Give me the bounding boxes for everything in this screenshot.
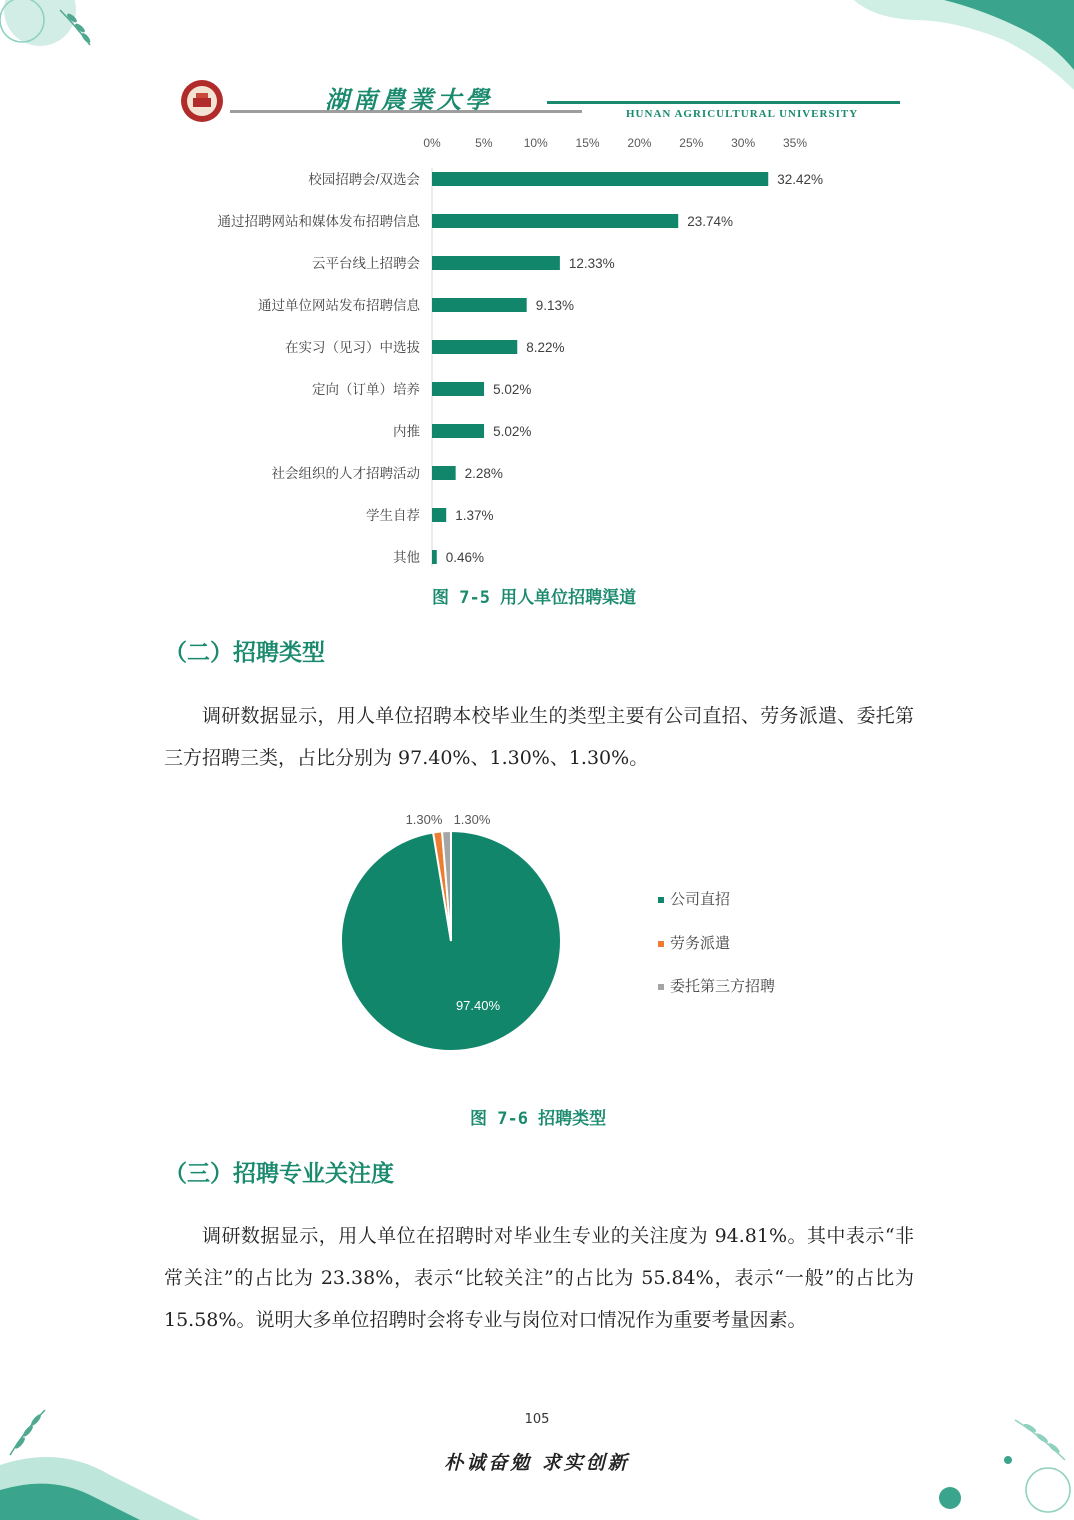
category-label: 内推 — [393, 424, 420, 439]
top-left-decoration — [0, 0, 110, 60]
x-tick-label: 5% — [475, 136, 493, 150]
category-label: 定向（订单）培养 — [312, 382, 420, 397]
header-line-right — [547, 101, 900, 104]
x-tick-label: 30% — [731, 136, 756, 150]
category-label: 通过单位网站发布招聘信息 — [258, 298, 420, 313]
bar-value-label: 23.74% — [687, 214, 734, 229]
x-tick-label: 15% — [575, 136, 600, 150]
section-2-heading: （二）招聘类型 — [164, 640, 325, 666]
figure-7-6-caption: 图 7-6 招聘类型 — [470, 1109, 607, 1129]
section-2-paragraph — [164, 695, 914, 779]
legend-label: 委托第三方招聘 — [670, 977, 776, 995]
legend-item — [658, 975, 775, 996]
category-label: 云平台线上招聘会 — [312, 256, 420, 271]
bar — [432, 172, 768, 186]
legend-swatch — [658, 941, 664, 947]
figure-7-5-caption: 图 7-5 用人单位招聘渠道 — [432, 588, 637, 608]
section-3-paragraph — [164, 1215, 914, 1341]
x-tick-label: 20% — [627, 136, 652, 150]
university-logo — [180, 79, 224, 123]
legend-item — [658, 888, 730, 909]
category-label: 在实习（见习）中选拔 — [285, 340, 420, 355]
section-3-heading: （三）招聘专业关注度 — [164, 1161, 394, 1187]
legend-label: 劳务派遣 — [670, 934, 731, 952]
pie-value-label: 1.30% — [453, 812, 491, 827]
university-name-en: HUNAN AGRICULTURAL UNIVERSITY — [626, 108, 859, 120]
bar-value-label: 0.46% — [445, 550, 485, 565]
x-tick-label: 0% — [423, 136, 441, 150]
legend-swatch — [658, 984, 664, 990]
bar — [432, 424, 484, 438]
legend-swatch — [658, 897, 664, 903]
bar — [432, 298, 527, 312]
bar-value-label: 9.13% — [535, 298, 574, 313]
pie-value-label: 1.30% — [405, 812, 443, 827]
category-label: 其他 — [393, 550, 420, 565]
bar-value-label: 1.37% — [455, 508, 494, 523]
x-tick-label: 25% — [679, 136, 704, 150]
section-2-paragraph-text: 调研数据显示，用人单位招聘本校毕业生的类型主要有公司直招、劳务派遣、委托第三方招聘三类，占比分别为 97.40%、1.30%、1.30%。 — [164, 705, 914, 769]
pie-value-label: 97.40% — [455, 998, 501, 1013]
x-tick-label: 10% — [523, 136, 548, 150]
bar — [432, 508, 446, 522]
bar — [432, 466, 456, 480]
bar-value-label: 12.33% — [568, 256, 615, 271]
university-name-cn: 湖南農業大學 — [325, 85, 493, 114]
section-3-paragraph-text: 调研数据显示，用人单位在招聘时对毕业生专业的关注度为 94.81%。其中表示“非常关注”的占比为 23.38%，表示“比较关注”的占比为 55.84%，表示“一般”的占比为 15.58%。说明大多单位招聘时会将专业与岗位对口情况作为重要考量因素。 — [164, 1225, 914, 1331]
legend-label: 公司直招 — [670, 890, 731, 908]
recruitment-type-pie-chart — [320, 800, 590, 1070]
bar — [432, 340, 517, 354]
bar-value-label: 5.02% — [493, 424, 532, 439]
category-label: 通过招聘网站和媒体发布招聘信息 — [217, 214, 420, 229]
x-tick-label: 35% — [782, 136, 808, 150]
bar-value-label: 8.22% — [526, 340, 565, 355]
bar-value-label: 5.02% — [493, 382, 532, 397]
bar-value-label: 32.42% — [777, 172, 824, 187]
legend-item — [658, 932, 730, 953]
page-number: 105 — [524, 1412, 550, 1427]
top-right-decoration — [854, 0, 1074, 95]
recruitment-channel-bar-chart — [150, 130, 900, 580]
category-label: 学生自荐 — [366, 508, 420, 523]
bar — [432, 382, 484, 396]
bar — [432, 256, 560, 270]
bar — [432, 550, 437, 564]
category-label: 社会组织的人才招聘活动 — [271, 466, 420, 481]
category-label: 校园招聘会/双选会 — [308, 172, 420, 187]
bar — [432, 214, 678, 228]
footer-motto: 朴诚奋勉 求实创新 — [444, 1452, 630, 1474]
bar-value-label: 2.28% — [464, 466, 503, 481]
